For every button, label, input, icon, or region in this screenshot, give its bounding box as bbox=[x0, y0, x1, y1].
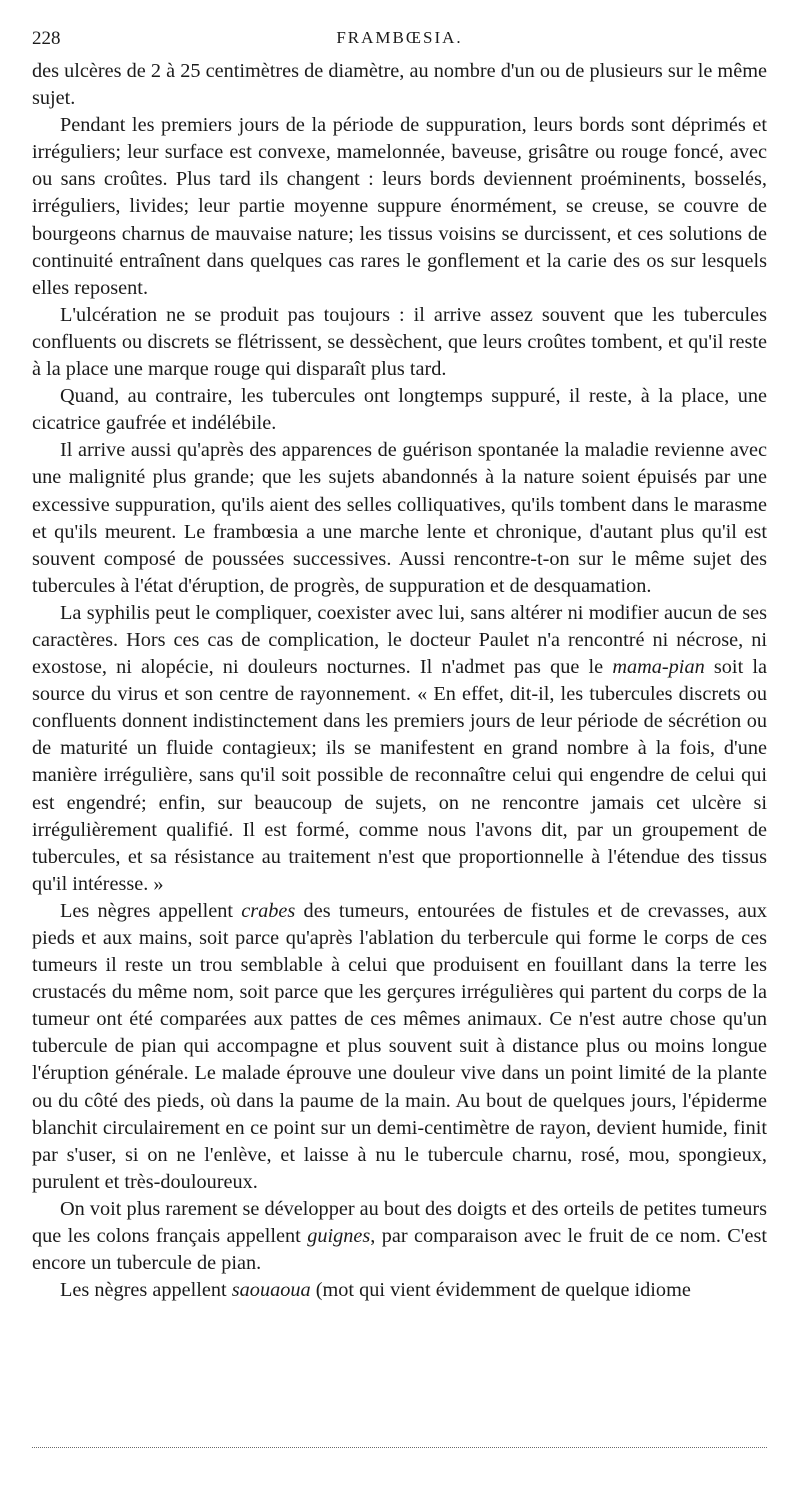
running-title: FRAMBŒSIA. bbox=[336, 28, 463, 47]
paragraph-text: Pendant les premiers jours de la période de suppuration, leurs bords sont déprimés et irréguliers; leur surface est convexe, mamelonnée, baveuse, grisâtre ou rouge foncé, avec ou sans croûtes. Plus tard ils changent : leurs bords deviennent proéminents, bosselés, irréguliers, livides; leur partie moyenne suppure énormément, se creuse, se couvre de bourgeons charnus de mauvaise nature; les tissus voisins se durcissent, et ces solutions de continuité entraînent dans quelques cas rares le gonflement et la carie des os sur lesquels elles reposent. bbox=[32, 114, 767, 299]
book-page bbox=[32, 28, 767, 1304]
page-header bbox=[32, 28, 767, 58]
paragraph-text: Les nègres appellent bbox=[60, 1279, 232, 1302]
paragraph bbox=[32, 302, 767, 383]
paragraph-text: soit la source du virus et son centre de rayonnement. « En effet, dit-il, les tubercules discrets ou confluents donnent indistinctement dans les premiers jours de leur période de sécrétion ou de maturité un fluide contagieux; ils se manifestent en grand nombre à la fois, d'une manière irrégulière, sans qu'il soit possible de reconnaître celui qui engendre de celui qui est engendré; enfin, sur beaucoup de sujets, on ne rencontre jamais cet ulcère si irrégulièrement qualifié. Il est formé, comme nous l'avons dit, par un groupement de tubercules, et sa résistance au traitement n'est que proportionnelle à l'étendue des tissus qu'il intéresse. » bbox=[32, 656, 767, 895]
paragraph bbox=[32, 1196, 767, 1277]
paragraph-text: La syphilis peut le compliquer, coexister avec lui, sans altérer ni modifier aucun de ses caractères. Hors ces cas de complication, le docteur Paulet n'a rencontré ni nécrose, ni exostose, ni alopécie, ni douleurs nocturnes. Il n'admet pas que le bbox=[32, 601, 767, 679]
page-number: 228 bbox=[32, 28, 61, 49]
italic-term: saouaoua bbox=[231, 1279, 311, 1302]
footnote-divider bbox=[32, 1447, 767, 1448]
paragraph bbox=[32, 1277, 767, 1304]
italic-term: crabes bbox=[241, 899, 296, 922]
body-text bbox=[32, 58, 767, 1304]
paragraph bbox=[32, 437, 767, 600]
paragraph bbox=[32, 898, 767, 1196]
paragraph bbox=[32, 383, 767, 437]
paragraph-text: (mot qui vient évidemment de quelque idiome bbox=[310, 1279, 691, 1302]
italic-term: mama-pian bbox=[612, 656, 705, 679]
italic-term: guignes bbox=[307, 1225, 371, 1248]
paragraph-text: Il arrive aussi qu'après des apparences de guérison spontanée la maladie revienne avec une malignité plus grande; que les sujets abandonnés à la nature soient épuisés par une excessive suppuration, qu'ils aient des selles colliquatives, qu'ils tombent dans le marasme et qu'ils meurent. Le frambœsia a une marche lente et chronique, d'autant plus qu'il est souvent composé de poussées successives. Aussi rencontre-t-on sur le même sujet des tubercules à l'état d'éruption, de progrès, de suppuration et de desquamation. bbox=[32, 439, 767, 597]
paragraph bbox=[32, 58, 767, 112]
paragraph-text: Quand, au contraire, les tubercules ont longtemps suppuré, il reste, à la place, une cicatrice gaufrée et indélébile. bbox=[32, 385, 767, 435]
paragraph-text: , par comparaison avec le fruit de ce nom. C'est encore un tubercule de pian. bbox=[32, 1225, 767, 1275]
paragraph-text: L'ulcération ne se produit pas toujours : il arrive assez souvent que les tubercules confluents ou discrets se flétrissent, se dessèchent, que leurs croûtes tombent, et qu'il reste à la place une marque rouge qui disparaît plus tard. bbox=[32, 303, 767, 381]
paragraph bbox=[32, 112, 767, 302]
paragraph-text: des tumeurs, entourées de fistules et de crevasses, aux pieds et aux mains, soit parce qu'après l'ablation du terbercule qui forme le corps de ces tumeurs il reste un trou semblable à celui que produisent en fouillant dans la terre les crustacés du même nom, soit parce que les gerçures irrégulières qui partent du corps de la tumeur ont été comparées aux pattes de ces mêmes animaux. Ce n'est autre chose qu'un tubercule de pian qui accompagne et plus souvent suit à distance plus ou moins longue l'éruption générale. Le malade éprouve une douleur vive dans un point limité de la plante ou du côté des pieds, où dans la paume de la main. Au bout de quelques jours, l'épiderme blanchit circulairement en ce point sur un demi-centimètre de rayon, devient humide, finit par s'user, si on ne l'enlève, et laisse à nu le tubercule charnu, rosé, mou, spongieux, purulent et très-douloureux. bbox=[32, 899, 767, 1193]
paragraph-text: Les nègres appellent bbox=[60, 899, 242, 922]
paragraph bbox=[32, 600, 767, 898]
paragraph-text: On voit plus rarement se développer au bout des doigts et des orteils de petites tumeurs que les colons français appellent bbox=[32, 1197, 767, 1248]
paragraph-text: des ulcères de 2 à 25 centimètres de diamètre, au nombre d'un ou de plusieurs sur le même sujet. bbox=[32, 60, 767, 110]
